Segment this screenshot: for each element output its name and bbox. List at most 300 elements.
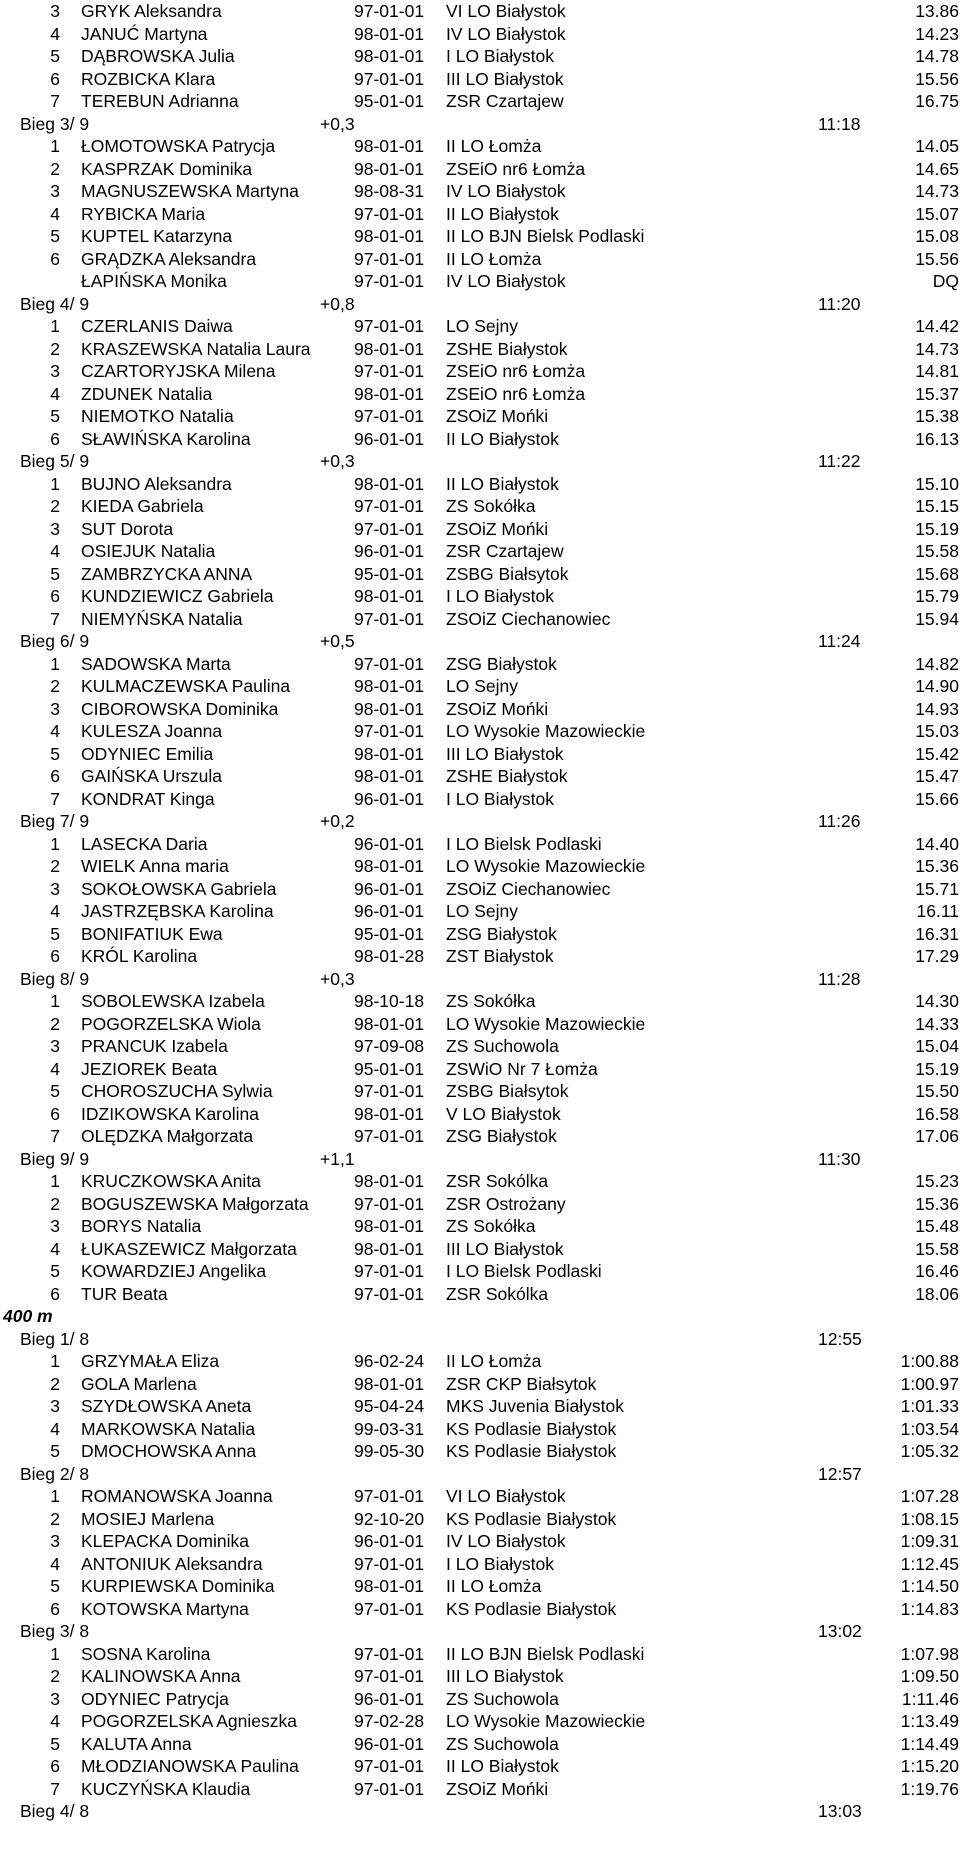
club-name: IV LO Białystok	[446, 181, 566, 201]
club-name: I LO Bielsk Podlaski	[446, 833, 602, 854]
result-row	[0, 1035, 960, 1058]
result-row	[0, 45, 960, 68]
result-row	[0, 1193, 960, 1216]
birth-date: 92-10-20	[354, 1508, 425, 1529]
club-name: ZSBG Białsytok	[446, 1081, 569, 1101]
birth-date: 98-01-01	[354, 1238, 425, 1259]
place: 7	[50, 1778, 60, 1799]
club-name: ZSOiZ Ciechanowiec	[446, 608, 611, 629]
result-row	[0, 1350, 960, 1373]
club-name: ZSOiZ Mońki	[446, 518, 549, 539]
result-row	[0, 360, 960, 383]
athlete-name: KASPRZAK Dominika	[81, 158, 253, 179]
result-row	[0, 1440, 960, 1463]
club-name: ZSHE Białystok	[446, 338, 568, 359]
athlete-name: OLĘDZKA Małgorzata	[81, 1126, 254, 1146]
birth-date: 98-01-01	[354, 743, 425, 764]
result-row	[0, 698, 960, 721]
athlete-name: GRĄDZKA Aleksandra	[81, 248, 257, 269]
result-value: 1:01.33	[900, 1396, 959, 1416]
birth-date: 95-01-01	[354, 923, 425, 944]
athlete-name: CHOROSZUCHA Sylwia	[81, 1081, 273, 1101]
athlete-name: KUPTEL Katarzyna	[81, 226, 233, 246]
club-name: II LO Łomża	[446, 1576, 542, 1596]
result-row	[0, 1260, 960, 1283]
result-value: 14.33	[915, 1013, 959, 1034]
athlete-name: ANTONIUK Aleksandra	[81, 1553, 263, 1574]
athlete-name: ŁAPIŃSKA Monika	[81, 271, 227, 291]
athlete-name: NIEMOTKO Natalia	[81, 406, 234, 426]
club-name: ZSBG Białsytok	[446, 563, 569, 584]
place: 6	[50, 1598, 60, 1619]
result-value: 15.03	[915, 721, 959, 741]
birth-date: 98-08-31	[354, 181, 425, 201]
club-name: III LO Białystok	[446, 1666, 564, 1686]
heat-time: 11:30	[818, 1148, 861, 1169]
athlete-name: ZAMBRZYCKA ANNA	[81, 563, 253, 584]
result-value: 16.75	[915, 91, 959, 111]
result-value: 15.58	[915, 1238, 959, 1259]
result-row	[0, 1283, 960, 1306]
result-row	[0, 518, 960, 541]
club-name: KS Podlasie Białystok	[446, 1508, 617, 1529]
heat-time: 11:22	[818, 451, 861, 471]
birth-date: 98-01-01	[354, 1216, 425, 1236]
athlete-name: GAIŃSKA Urszula	[81, 766, 223, 786]
result-value: 15.36	[915, 1193, 959, 1214]
club-name: II LO Łomża	[446, 136, 542, 156]
birth-date: 96-01-01	[354, 1531, 425, 1551]
result-value: 1:07.98	[900, 1643, 959, 1664]
athlete-name: SOSNA Karolina	[81, 1643, 211, 1664]
result-value: 16.58	[915, 1103, 959, 1124]
place: 2	[50, 1508, 60, 1529]
birth-date: 97-01-01	[354, 1193, 425, 1214]
result-row	[0, 720, 960, 743]
athlete-name: SŁAWIŃSKA Karolina	[81, 428, 251, 449]
result-value: 15.79	[915, 586, 959, 606]
athlete-name: ROMANOWSKA Joanna	[81, 1486, 273, 1506]
club-name: ZSR Czartajew	[446, 541, 564, 561]
athlete-name: SOKOŁOWSKA Gabriela	[81, 878, 277, 899]
birth-date: 95-04-24	[354, 1396, 425, 1416]
birth-date: 97-01-01	[354, 1126, 425, 1146]
club-name: III LO Białystok	[446, 68, 564, 89]
result-row	[0, 765, 960, 788]
club-name: ZSWiO Nr 7 Łomża	[446, 1058, 598, 1079]
result-value: 15.50	[915, 1081, 959, 1101]
result-row	[0, 0, 960, 23]
birth-date: 98-01-01	[354, 383, 425, 404]
result-row	[0, 990, 960, 1013]
heat-header	[0, 1328, 960, 1351]
athlete-name: ODYNIEC Patrycja	[81, 1688, 229, 1709]
club-name: ZSR Czartajew	[446, 91, 564, 111]
club-name: V LO Białystok	[446, 1103, 561, 1124]
place: 2	[50, 1373, 60, 1394]
result-row	[0, 1755, 960, 1778]
club-name: IV LO Białystok	[446, 271, 566, 291]
result-row	[0, 788, 960, 811]
result-value: 14.90	[915, 676, 959, 696]
place: 3	[50, 878, 60, 899]
athlete-name: KUNDZIEWICZ Gabriela	[81, 586, 274, 606]
heat-label: Bieg 8/ 9	[20, 968, 90, 989]
athlete-name: NIEMYŃSKA Natalia	[81, 608, 243, 629]
athlete-name: ŁOMOTOWSKA Patrycja	[81, 136, 276, 156]
result-value: 15.47	[915, 766, 959, 786]
birth-date: 96-01-01	[354, 788, 425, 809]
result-value: 15.42	[915, 743, 959, 764]
place: 5	[50, 1441, 60, 1461]
place: 2	[50, 496, 60, 516]
result-row	[0, 1395, 960, 1418]
place: 5	[50, 226, 60, 246]
athlete-name: JANUĆ Martyna	[81, 23, 208, 44]
club-name: LO Wysokie Mazowieckie	[446, 721, 646, 741]
result-value: 14.82	[915, 653, 959, 674]
result-value: 1:05.32	[900, 1441, 959, 1461]
birth-date: 97-01-01	[354, 406, 425, 426]
heat-time: 12:57	[818, 1463, 862, 1484]
event-name: 400 m	[3, 1306, 53, 1326]
athlete-name: SUT Dorota	[81, 518, 174, 539]
place: 4	[50, 23, 60, 44]
birth-date: 99-05-30	[354, 1441, 425, 1461]
birth-date: 96-01-01	[354, 833, 425, 854]
athlete-name: BOGUSZEWSKA Małgorzata	[81, 1193, 309, 1214]
athlete-name: MOSIEJ Marlena	[81, 1508, 215, 1529]
birth-date: 98-01-01	[354, 338, 425, 359]
place: 6	[50, 1283, 60, 1304]
heat-label: Bieg 5/ 9	[20, 451, 90, 471]
place: 4	[50, 541, 60, 561]
heat-header	[0, 1148, 960, 1171]
place: 5	[50, 743, 60, 764]
result-value: 1:00.97	[900, 1373, 959, 1394]
athlete-name: WIELK Anna maria	[81, 856, 229, 876]
club-name: II LO Łomża	[446, 248, 542, 269]
birth-date: 97-01-01	[354, 1643, 425, 1664]
result-value: 16.31	[915, 923, 959, 944]
athlete-name: CZARTORYJSKA Milena	[81, 361, 276, 381]
event-title	[0, 1305, 960, 1328]
result-value: 15.19	[915, 1058, 959, 1079]
place: 1	[50, 473, 60, 494]
heat-time: 13:03	[818, 1801, 862, 1821]
heat-label: Bieg 4/ 8	[20, 1801, 90, 1821]
club-name: ZSEiO nr6 Łomża	[446, 383, 586, 404]
result-value: 15.38	[915, 406, 959, 426]
club-name: ZS Suchowola	[446, 1733, 559, 1754]
place: 7	[50, 788, 60, 809]
athlete-name: PRANCUK Izabela	[81, 1036, 228, 1056]
heat-time: 11:24	[818, 631, 861, 651]
result-value: 1:14.49	[900, 1733, 959, 1754]
result-value: 15.19	[915, 518, 959, 539]
birth-date: 98-01-01	[354, 1013, 425, 1034]
wind-value: +0,2	[320, 811, 355, 831]
birth-date: 98-01-01	[354, 586, 425, 606]
athlete-name: TUR Beata	[81, 1283, 168, 1304]
birth-date: 98-01-01	[354, 676, 425, 696]
result-value: 14.73	[915, 181, 959, 201]
birth-date: 97-01-01	[354, 608, 425, 629]
birth-date: 98-01-01	[354, 856, 425, 876]
result-value: 1:12.45	[900, 1553, 959, 1574]
birth-date: 97-01-01	[354, 721, 425, 741]
wind-value: +0,8	[320, 293, 355, 314]
club-name: III LO Białystok	[446, 743, 564, 764]
result-row	[0, 563, 960, 586]
place: 3	[50, 1216, 60, 1236]
athlete-name: IDZIKOWSKA Karolina	[81, 1103, 259, 1124]
place: 5	[50, 1081, 60, 1101]
athlete-name: JASTRZĘBSKA Karolina	[81, 901, 274, 921]
result-row	[0, 1643, 960, 1666]
club-name: LO Wysokie Mazowieckie	[446, 856, 646, 876]
athlete-name: DMOCHOWSKA Anna	[81, 1441, 257, 1461]
birth-date: 97-01-01	[354, 1283, 425, 1304]
heat-label: Bieg 3/ 8	[20, 1621, 90, 1641]
athlete-name: TEREBUN Adrianna	[81, 91, 239, 111]
athlete-name: BONIFATIUK Ewa	[81, 923, 223, 944]
place: 6	[50, 946, 60, 966]
result-row	[0, 923, 960, 946]
result-row	[0, 495, 960, 518]
birth-date: 96-01-01	[354, 1688, 425, 1709]
birth-date: 95-01-01	[354, 1058, 425, 1079]
athlete-name: DĄBROWSKA Julia	[81, 46, 235, 66]
result-row	[0, 338, 960, 361]
birth-date: 97-02-28	[354, 1711, 425, 1731]
club-name: VI LO Białystok	[446, 1486, 566, 1506]
heat-header	[0, 1463, 960, 1486]
athlete-name: KURPIEWSKA Dominika	[81, 1576, 275, 1596]
athlete-name: KIEDA Gabriela	[81, 496, 204, 516]
birth-date: 98-01-01	[354, 136, 425, 156]
birth-date: 99-03-31	[354, 1418, 425, 1439]
athlete-name: GRZYMAŁA Eliza	[81, 1351, 220, 1371]
result-row	[0, 1238, 960, 1261]
birth-date: 97-01-01	[354, 248, 425, 269]
place: 6	[50, 1756, 60, 1776]
athlete-name: KLEPACKA Dominika	[81, 1531, 249, 1551]
club-name: ZS Sokółka	[446, 1216, 536, 1236]
club-name: LO Sejny	[446, 316, 518, 336]
result-row	[0, 1665, 960, 1688]
place: 2	[50, 338, 60, 359]
athlete-name: POGORZELSKA Wiola	[81, 1013, 261, 1034]
athlete-name: CZERLANIS Daiwa	[81, 316, 233, 336]
club-name: ZSR Ostrożany	[446, 1193, 566, 1214]
result-row	[0, 1733, 960, 1756]
result-value: 17.29	[915, 946, 959, 966]
club-name: LO Sejny	[446, 676, 518, 696]
result-row	[0, 428, 960, 451]
result-row	[0, 743, 960, 766]
club-name: ZSHE Białystok	[446, 766, 568, 786]
club-name: I LO Białystok	[446, 46, 554, 66]
athlete-name: SOBOLEWSKA Izabela	[81, 991, 265, 1011]
athlete-name: KULESZA Joanna	[81, 721, 223, 741]
birth-date: 98-10-18	[354, 991, 425, 1011]
result-value: 15.66	[915, 788, 959, 809]
result-row	[0, 203, 960, 226]
club-name: LO Wysokie Mazowieckie	[446, 1711, 646, 1731]
athlete-name: MARKOWSKA Natalia	[81, 1418, 256, 1439]
place: 1	[50, 1171, 60, 1191]
club-name: I LO Białystok	[446, 1553, 554, 1574]
result-row	[0, 878, 960, 901]
club-name: ZSR Sokólka	[446, 1283, 549, 1304]
place: 2	[50, 1666, 60, 1686]
birth-date: 97-01-01	[354, 1553, 425, 1574]
athlete-name: KULMACZEWSKA Paulina	[81, 676, 291, 696]
heat-label: Bieg 2/ 8	[20, 1463, 90, 1484]
result-value: 14.78	[915, 46, 959, 66]
result-value: 14.65	[915, 158, 959, 179]
athlete-name: KALINOWSKA Anna	[81, 1666, 241, 1686]
result-row	[0, 180, 960, 203]
club-name: II LO BJN Bielsk Podlaski	[446, 226, 645, 246]
result-value: 15.48	[915, 1216, 959, 1236]
result-value: 16.13	[915, 428, 959, 449]
birth-date: 98-01-01	[354, 226, 425, 246]
club-name: II LO Łomża	[446, 1351, 542, 1371]
place: 6	[50, 428, 60, 449]
result-value: 14.23	[915, 23, 959, 44]
place: 2	[50, 856, 60, 876]
birth-date: 97-01-01	[354, 496, 425, 516]
athlete-name: KOWARDZIEJ Angelika	[81, 1261, 267, 1281]
place: 1	[50, 653, 60, 674]
club-name: MKS Juvenia Białystok	[446, 1396, 624, 1416]
heat-time: 11:26	[818, 811, 861, 831]
birth-date: 98-01-01	[354, 698, 425, 719]
club-name: ZST Białystok	[446, 946, 554, 966]
place: 1	[50, 833, 60, 854]
athlete-name: KRASZEWSKA Natalia Laura	[81, 338, 311, 359]
place: 6	[50, 586, 60, 606]
result-row	[0, 1508, 960, 1531]
heat-label: Bieg 1/ 8	[20, 1328, 90, 1349]
club-name: I LO Białystok	[446, 586, 554, 606]
place: 3	[50, 1531, 60, 1551]
athlete-name: SZYDŁOWSKA Aneta	[81, 1396, 252, 1416]
result-row	[0, 900, 960, 923]
result-row	[0, 1373, 960, 1396]
place: 1	[50, 316, 60, 336]
birth-date: 98-01-01	[354, 1171, 425, 1191]
result-value: 1:14.50	[900, 1576, 959, 1596]
place: 4	[50, 1058, 60, 1079]
result-row	[0, 585, 960, 608]
result-value: 15.68	[915, 563, 959, 584]
birth-date: 98-01-01	[354, 1576, 425, 1596]
result-row	[0, 1688, 960, 1711]
athlete-name: MAGNUSZEWSKA Martyna	[81, 181, 299, 201]
athlete-name: MŁODZIANOWSKA Paulina	[81, 1756, 299, 1776]
result-value: 15.71	[915, 878, 959, 899]
club-name: IV LO Białystok	[446, 1531, 566, 1551]
birth-date: 98-01-01	[354, 158, 425, 179]
birth-date: 95-01-01	[354, 91, 425, 111]
result-row	[0, 225, 960, 248]
result-value: 14.42	[915, 316, 959, 336]
club-name: ZSG Białystok	[446, 653, 557, 674]
birth-date: 96-01-01	[354, 901, 425, 921]
place: 2	[50, 1193, 60, 1214]
result-value: 1:03.54	[900, 1418, 959, 1439]
place: 3	[50, 181, 60, 201]
athlete-name: GOLA Marlena	[81, 1373, 197, 1394]
club-name: ZSG Białystok	[446, 1126, 557, 1146]
place: 3	[50, 1, 60, 21]
result-value: 1:15.20	[900, 1756, 959, 1776]
place: 4	[50, 1418, 60, 1439]
athlete-name: KOTOWSKA Martyna	[81, 1598, 249, 1619]
club-name: KS Podlasie Białystok	[446, 1418, 617, 1439]
athlete-name: POGORZELSKA Agnieszka	[81, 1711, 297, 1731]
place: 4	[50, 383, 60, 404]
result-value: 16.11	[916, 901, 959, 921]
result-value: 13.86	[915, 1, 959, 21]
heat-time: 11:28	[818, 968, 861, 989]
athlete-name: ROZBICKA Klara	[81, 68, 216, 89]
athlete-name: ZDUNEK Natalia	[81, 383, 213, 404]
result-row	[0, 23, 960, 46]
athlete-name: KUCZYŃSKA Klaudia	[81, 1778, 251, 1799]
place: 1	[50, 1643, 60, 1664]
result-row	[0, 1125, 960, 1148]
result-row	[0, 405, 960, 428]
result-value: 1:11.46	[901, 1688, 959, 1709]
birth-date: 97-01-01	[354, 1778, 425, 1799]
heat-time: 12:55	[818, 1328, 862, 1349]
result-value: 16.46	[915, 1261, 959, 1281]
birth-date: 98-01-01	[354, 766, 425, 786]
athlete-name: OSIEJUK Natalia	[81, 541, 216, 561]
result-row	[0, 1058, 960, 1081]
result-value: 15.58	[915, 541, 959, 561]
result-value: 15.23	[915, 1171, 959, 1191]
result-row	[0, 653, 960, 676]
result-value: DQ	[932, 271, 959, 291]
heat-header	[0, 293, 960, 316]
club-name: ZSOiZ Mońki	[446, 1778, 549, 1799]
birth-date: 95-01-01	[354, 563, 425, 584]
heat-label: Bieg 4/ 9	[20, 293, 90, 314]
heat-label: Bieg 3/ 9	[20, 113, 90, 134]
place: 2	[50, 158, 60, 179]
heat-time: 11:20	[818, 293, 861, 314]
result-row	[0, 1418, 960, 1441]
wind-value: +0,3	[320, 451, 355, 471]
club-name: IV LO Białystok	[446, 23, 566, 44]
athlete-name: KONDRAT Kinga	[81, 788, 215, 809]
result-value: 1:00.88	[900, 1351, 959, 1371]
athlete-name: KALUTA Anna	[81, 1733, 192, 1754]
result-value: 14.30	[915, 991, 959, 1011]
wind-value: +0,3	[320, 113, 355, 134]
club-name: VI LO Białystok	[446, 1, 566, 21]
heat-header	[0, 630, 960, 653]
result-row	[0, 90, 960, 113]
result-row	[0, 608, 960, 631]
place: 6	[50, 248, 60, 269]
club-name: I LO Białystok	[446, 788, 554, 809]
